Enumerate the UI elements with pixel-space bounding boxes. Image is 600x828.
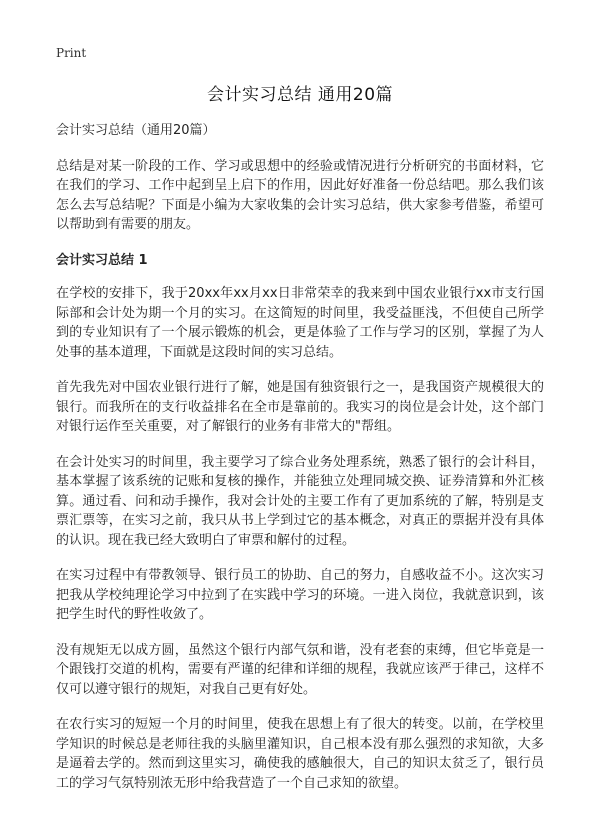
body-paragraph: 没有规矩无以成方圆，虽然这个银行内部气氛和谐，没有老套的束缚，但它毕竟是一个跟钱打交道的机构，需要有严谨的纪律和详细的规程，我就应该严于律己，这样不仅可以遵守银行的规矩，对我自己更有好处。 — [56, 642, 544, 697]
body-paragraph: 在会计处实习的时间里，我主要学习了综合业务处理系统，熟悉了银行的会计科目，基本掌握了该系统的记账和复核的操作，并能独立处理同城交换、证券清算和外汇核算。通过看、问和动手操作，我对会计处的主要工作有了更加系统的了解，特别是支票汇票等，在实习之前，我只从书上学到过它的基本概念，对真正的票据并没有具体的认识。现在我已经大致明白了审票和解付的过程。 — [56, 454, 544, 548]
body-paragraph: 在农行实习的短短一个月的时间里，使我在思想上有了很大的转变。以前，在学校里学知识的时候总是老师往我的头脑里灌知识，自己根本没有那么强烈的求知欲，大多是逼着去学的。然而到这里实习，确使我的感触很大，自己的知识太贫乏了，银行员工的学习气氛特别浓无形中给我营造了一个自己求知的欲望。 — [56, 717, 544, 791]
body-paragraph: 在实习过程中有带教领导、银行员工的协助、自己的努力，自感收益不小。这次实习把我从学校纯理论学习中拉到了在实践中学习的环境。一进入岗位，我就意识到，该把学生时代的野性收敛了。 — [56, 568, 544, 622]
body-paragraph: 在学校的安排下，我于20xx年xx月xx日非常荣幸的我来到中国农业银行xx市支行国际部和会计处为期一个月的实习。在这简短的时间里，我受益匪浅，不但使自己所学到的专业知识有了一个展示锻炼的机会，更是体验了工作与学习的区别，掌握了为人处事的基本道理，下面就是这段时间的实习总结。 — [56, 286, 544, 360]
document-title: 会计实习总结 通用20篇 — [206, 85, 394, 105]
print-link[interactable]: Print — [56, 46, 87, 60]
document-subtitle: 会计实习总结（通用20篇） — [56, 123, 216, 138]
document-body — [56, 121, 544, 809]
section-heading: 会计实习总结 1 — [56, 252, 148, 268]
body-paragraph: 首先我先对中国农业银行进行了解，她是国有独资银行之一，是我国资产规模很大的银行。而我所在的支行收益排名在全市是靠前的。我实习的岗位是会计处，这个部门对银行运作至关重要，对了解银行的业务有非常大的"帮组。 — [56, 380, 544, 434]
intro-paragraph: 总结是对某一阶段的工作、学习或思想中的经验或情况进行分析研究的书面材料，它在我们的学习、工作中起到呈上启下的作用，因此好好准备一份总结吧。那么我们该怎么去写总结呢？下面是小编为大家收集的会计实习总结，供大家参考借鉴，希望可以帮助到有需要的朋友。 — [56, 158, 544, 232]
